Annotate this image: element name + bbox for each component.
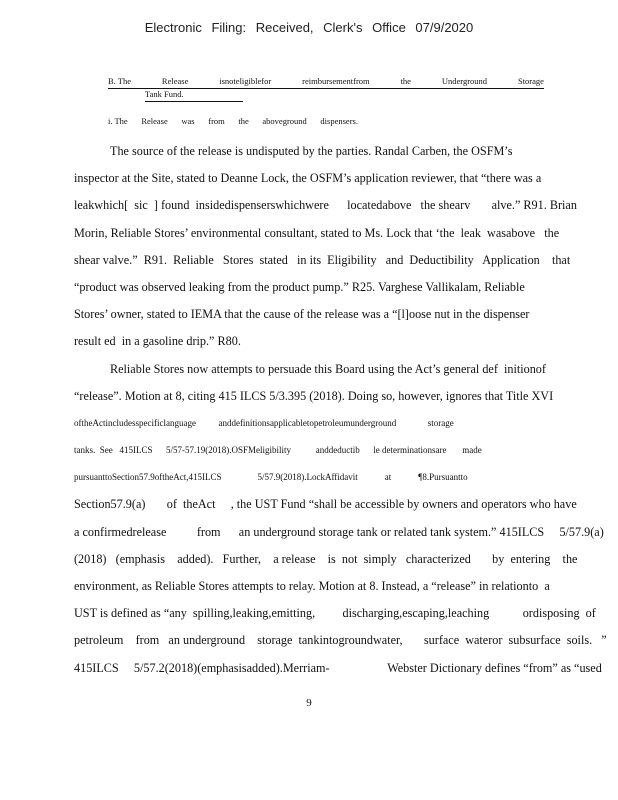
text-line: Morin, Reliable Stores’ environmental consultant, stated to Ms. Lock that ‘the leak wasabove the xyxy=(74,225,560,240)
subsection-heading-i xyxy=(108,116,358,126)
text-line: environment, as Reliable Stores attempts to relay. Motion at 8. Instead, a “release” in relationto a xyxy=(74,579,550,593)
heading-word: Release xyxy=(141,116,168,126)
heading-word: reimbursementfrom xyxy=(302,76,370,86)
text-line: 415ILCS 5/57.2(2018)(emphasisadded).Merriam- Webster Dictionary defines “from” as “used xyxy=(74,660,602,675)
text-line: Stores’ owner, stated to IEMA that the cause of the release was a “[l]oose nut in the dispenser xyxy=(74,307,530,322)
heading-word: Storage xyxy=(517,76,544,86)
filing-header: Electronic Filing: Received, Clerk's Office 07/9/2020 xyxy=(144,20,474,35)
heading-word: aboveground xyxy=(262,116,307,126)
text-line: Reliable Stores now attempts to persuade this Board using the Act’s general def initionof xyxy=(110,361,546,376)
page-number: 9 xyxy=(306,697,312,709)
text-line: leakwhich[ sic ] found insidedispenserswhichwere locatedabove the shearv alve.” R91. Brian xyxy=(74,198,577,213)
heading-word: from xyxy=(208,116,225,126)
text-line: petroleum from an underground storage tankintogroundwater, surface wateror subsurface soils. ” xyxy=(74,633,607,648)
heading-word: isnoteligiblefor xyxy=(219,76,272,86)
heading-word: Underground xyxy=(441,76,488,86)
section-heading-b-row1 xyxy=(108,76,544,89)
heading-word: B. The xyxy=(108,76,131,86)
text-line: shear valve.” R91. Reliable Stores stated in its Eligibility and Deductibility Application that xyxy=(74,252,571,267)
body-text xyxy=(74,138,607,682)
text-line: pursuanttoSection57.9oftheAct,415ILCS 5/57.9(2018).LockAffidavit at ¶8.Pursuantto xyxy=(74,472,468,483)
heading-word: the xyxy=(400,76,411,86)
text-line: tanks. See 415ILCS 5/57-57.19(2018).OSFMeligibility anddeductib le determinationsare made xyxy=(74,445,482,456)
section-heading-b-row2: Tank Fund. xyxy=(145,89,243,102)
text-line: UST is defined as “any spilling,leaking,emitting, discharging,escaping,leaching ordisposing of xyxy=(74,606,596,621)
heading-word: i. The xyxy=(108,116,128,126)
text-line: inspector at the Site, stated to Deanne Lock, the OSFM’s application reviewer, that “there was a xyxy=(74,171,542,186)
heading-word: was xyxy=(181,116,195,126)
text-line: “release”. Motion at 8, citing 415 ILCS 5/3.395 (2018). Doing so, however, ignores that Title XVI xyxy=(74,388,554,403)
text-line: The source of the release is undisputed by the parties. Randal Carben, the OSFM’s xyxy=(110,144,513,158)
heading-word: Release xyxy=(161,76,189,86)
text-line: (2018) (emphasis added). Further, a release is not simply characterized by entering the xyxy=(74,551,578,566)
text-line: result ed in a gasoline drip.” R80. xyxy=(74,334,241,349)
heading-word: the xyxy=(238,116,249,126)
text-line: oftheActincludesspecificlanguage anddefinitionsapplicabletopetroleumunderground storage xyxy=(74,417,454,428)
text-line: “product was observed leaking from the product pump.” R25. Varghese Vallikalam, Reliable xyxy=(74,279,525,294)
text-line: Section57.9(a) of theAct , the UST Fund “shall be accessible by owners and operators who have xyxy=(74,497,577,512)
heading-word: dispensers. xyxy=(320,116,358,126)
text-line: a confirmedrelease from an underground storage tank or related tank system.” 415ILCS 5/57.9(a) xyxy=(74,524,604,539)
section-heading-b xyxy=(108,76,544,102)
